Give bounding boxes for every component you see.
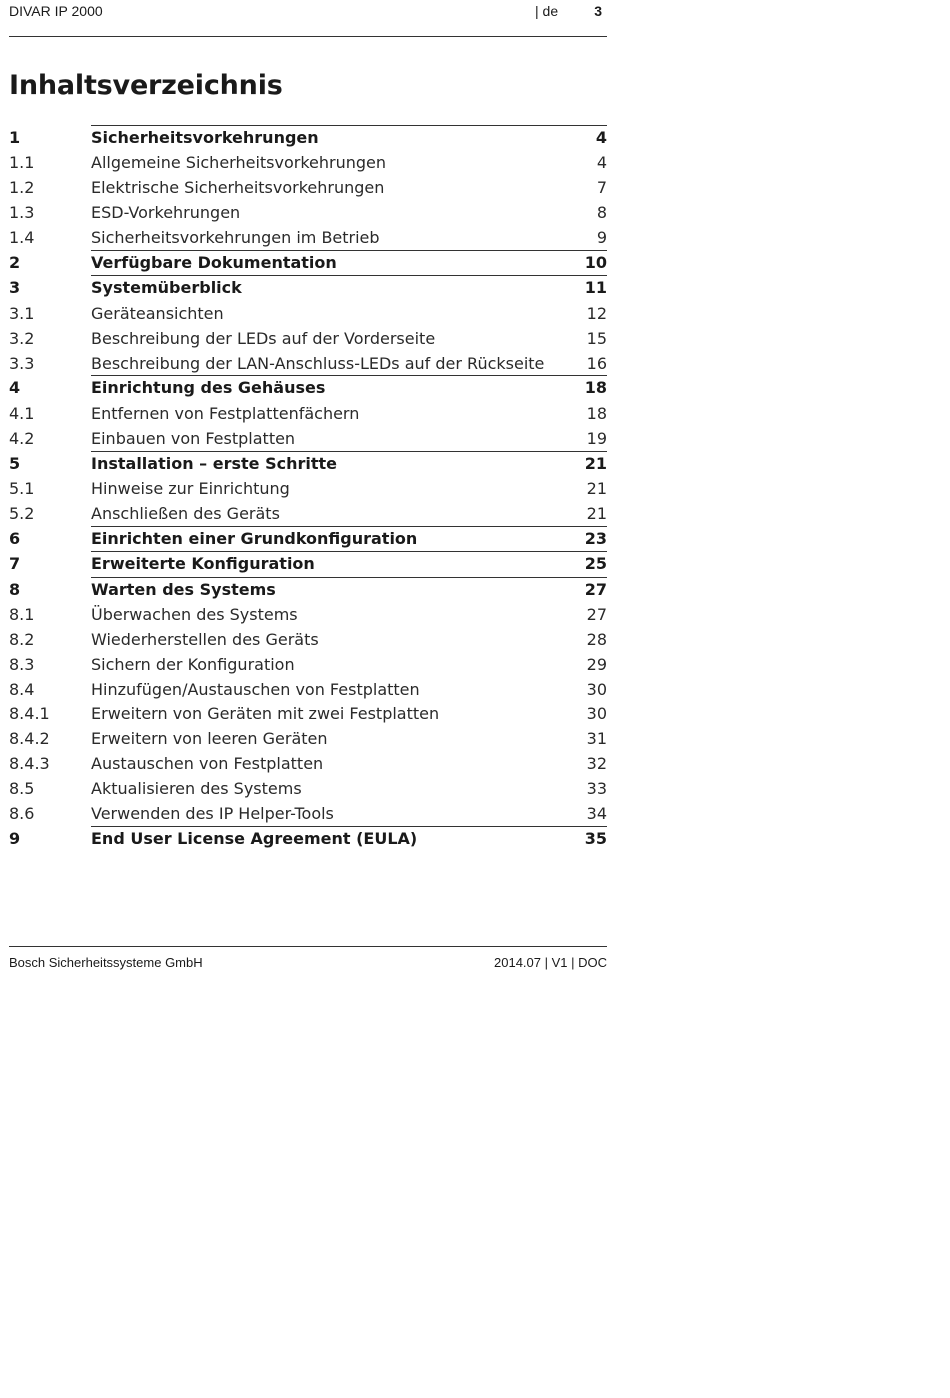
toc-entry-title: Überwachen des Systems: [91, 604, 298, 624]
toc-section-entry[interactable]: [9, 225, 607, 250]
toc-entry-page: 8: [596, 203, 607, 223]
toc-section-entry[interactable]: [9, 627, 607, 652]
toc-entry-title: Erweitern von Geräten mit zwei Festplatten: [91, 704, 440, 724]
page-number: 3: [594, 3, 602, 19]
toc-entry-title: Einrichten einer Grundkonfiguration: [91, 528, 418, 548]
toc-section-entry[interactable]: [9, 701, 607, 726]
toc-section-entry[interactable]: [9, 401, 607, 426]
toc-entry-number: 5.2: [9, 503, 35, 523]
toc-chapter-entry[interactable]: [9, 250, 607, 275]
toc-entry-page: 25: [584, 554, 607, 574]
toc-entry-title: ESD-Vorkehrungen: [91, 203, 241, 223]
toc-entry-page: 32: [586, 754, 607, 774]
toc-entry-number: 8.4.2: [9, 729, 50, 749]
toc-entry-title: Aktualisieren des Systems: [91, 779, 302, 799]
toc-entry-title: Erweiterte Konfiguration: [91, 554, 315, 574]
toc-entry-number: 1.3: [9, 203, 35, 223]
toc-entry-title: Erweitern von leeren Geräten: [91, 729, 328, 749]
toc-entry-page: 29: [586, 654, 607, 674]
toc-entry-number: 4: [9, 378, 21, 398]
toc-entry-page: 11: [584, 278, 607, 298]
toc-section-entry[interactable]: [9, 602, 607, 627]
toc-section-entry[interactable]: [9, 476, 607, 501]
toc-entry-number: 7: [9, 554, 21, 574]
toc-entry-title: Sicherheitsvorkehrungen: [91, 128, 319, 147]
toc-entry-page: 10: [584, 252, 607, 272]
toc-entry-page: 7: [596, 178, 607, 198]
page-footer: [9, 946, 607, 970]
toc-entry-title: Beschreibung der LAN-Anschluss-LEDs auf der Rückseite: [91, 353, 545, 373]
toc-entry-number: 1.4: [9, 228, 35, 248]
toc-entry-title: Verfügbare Dokumentation: [91, 252, 337, 272]
toc-entry-number: 3: [9, 278, 21, 298]
toc-section-entry[interactable]: [9, 751, 607, 776]
toc-entry-page: 21: [584, 453, 607, 473]
toc-entry-number: 2: [9, 252, 21, 272]
toc-entry-number: 4.2: [9, 428, 35, 448]
toc-entry-number: 8.4: [9, 679, 35, 699]
toc-chapter-entry[interactable]: [9, 125, 607, 150]
toc-entry-page: 16: [586, 353, 607, 373]
toc-entry-title: Einbauen von Festplatten: [91, 428, 296, 448]
toc-entry-page: 30: [586, 704, 607, 724]
toc-section-entry[interactable]: [9, 726, 607, 751]
toc-entry-page: 27: [586, 604, 607, 624]
toc-section-entry[interactable]: [9, 426, 607, 451]
toc-section-entry[interactable]: [9, 301, 607, 326]
document-name: DIVAR IP 2000: [9, 3, 103, 19]
toc-entry-number: 8.4.3: [9, 754, 50, 774]
toc-entry-title: Installation – erste Schritte: [91, 453, 337, 473]
toc-entry-title: Hinzufügen/Austauschen von Festplatten: [91, 679, 420, 699]
toc-entry-number: 3.2: [9, 328, 35, 348]
toc-entry-title: Elektrische Sicherheitsvorkehrungen: [91, 178, 385, 198]
toc-chapter-entry[interactable]: [9, 526, 607, 551]
toc-chapter-entry[interactable]: [9, 577, 607, 602]
toc-entry-page: 15: [586, 328, 607, 348]
toc-entry-title: Allgemeine Sicherheitsvorkehrungen: [91, 153, 387, 173]
toc-entry-title: Entfernen von Festplattenfächern: [91, 403, 360, 423]
toc-entry-page: 30: [586, 679, 607, 699]
toc-chapter-entry[interactable]: [9, 375, 607, 400]
toc-entry-number: 5: [9, 453, 21, 473]
toc-chapter-entry[interactable]: [9, 275, 607, 300]
toc-entry-page: 23: [584, 528, 607, 548]
toc-entry-page: 35: [584, 828, 607, 848]
toc-entry-page: 12: [586, 303, 607, 323]
toc-entry-title: End User License Agreement (EULA): [91, 828, 418, 848]
toc-entry-title: Anschließen des Geräts: [91, 503, 280, 523]
toc-entry-number: 8.6: [9, 804, 35, 824]
toc-chapter-entry[interactable]: [9, 451, 607, 476]
toc-entry-number: 8.1: [9, 604, 35, 624]
toc-entry-number: 1.1: [9, 153, 35, 173]
toc-entry-number: 3.1: [9, 303, 35, 323]
table-of-contents: [9, 125, 607, 851]
toc-entry-number: 5.1: [9, 478, 35, 498]
toc-entry-number: 3.3: [9, 353, 35, 373]
toc-entry-title: Wiederherstellen des Geräts: [91, 629, 319, 649]
company-name: Bosch Sicherheitssysteme GmbH: [9, 955, 203, 970]
toc-entry-number: 8: [9, 579, 21, 599]
toc-section-entry[interactable]: [9, 326, 607, 351]
toc-entry-number: 8.4.1: [9, 704, 50, 724]
toc-entry-page: 21: [586, 478, 607, 498]
toc-entry-page: 4: [595, 128, 607, 147]
toc-entry-title: Sicherheitsvorkehrungen im Betrieb: [91, 228, 380, 248]
toc-section-entry[interactable]: [9, 652, 607, 677]
toc-entry-page: 34: [586, 804, 607, 824]
toc-entry-page: 31: [586, 729, 607, 749]
toc-entry-title: Verwenden des IP Helper-Tools: [91, 804, 334, 824]
toc-entry-title: Sichern der Konfiguration: [91, 654, 295, 674]
toc-entry-page: 4: [596, 153, 607, 173]
toc-section-entry[interactable]: [9, 200, 607, 225]
toc-section-entry[interactable]: [9, 501, 607, 526]
toc-entry-page: 21: [586, 503, 607, 523]
page-header: [9, 0, 607, 37]
document-info: 2014.07 | V1 | DOC: [494, 955, 607, 970]
toc-entry-number: 1.2: [9, 178, 35, 198]
toc-entry-title: Systemüberblick: [91, 278, 242, 298]
toc-entry-page: 33: [586, 779, 607, 799]
toc-section-entry[interactable]: [9, 351, 607, 376]
toc-entry-number: 8.2: [9, 629, 35, 649]
toc-chapter-entry[interactable]: [9, 826, 607, 851]
toc-entry-title: Austauschen von Festplatten: [91, 754, 324, 774]
toc-entry-title: Einrichtung des Gehäuses: [91, 378, 326, 398]
toc-entry-page: 27: [584, 579, 607, 599]
toc-entry-number: 4.1: [9, 403, 35, 423]
toc-entry-number: 1: [9, 128, 21, 147]
toc-chapter-entry[interactable]: [9, 551, 607, 576]
toc-entry-number: 9: [9, 828, 21, 848]
toc-entry-title: Warten des Systems: [91, 579, 276, 599]
toc-entry-page: 28: [586, 629, 607, 649]
toc-entry-page: 18: [586, 403, 607, 423]
toc-section-entry[interactable]: [9, 677, 607, 702]
toc-entry-number: 8.3: [9, 654, 35, 674]
language-label: | de: [535, 3, 559, 19]
toc-section-entry[interactable]: [9, 801, 607, 826]
toc-section-entry[interactable]: [9, 776, 607, 801]
toc-section-entry[interactable]: [9, 175, 607, 200]
toc-entry-title: Hinweise zur Einrichtung: [91, 478, 290, 498]
toc-entry-number: 6: [9, 528, 21, 548]
toc-entry-page: 19: [586, 428, 607, 448]
toc-entry-page: 18: [584, 378, 607, 398]
toc-entry-number: 8.5: [9, 779, 35, 799]
toc-entry-title: Beschreibung der LEDs auf der Vorderseite: [91, 328, 436, 348]
toc-entry-page: 9: [596, 228, 607, 248]
toc-entry-title: Geräteansichten: [91, 303, 224, 323]
toc-section-entry[interactable]: [9, 150, 607, 175]
page-title: Inhaltsverzeichnis: [9, 70, 283, 101]
